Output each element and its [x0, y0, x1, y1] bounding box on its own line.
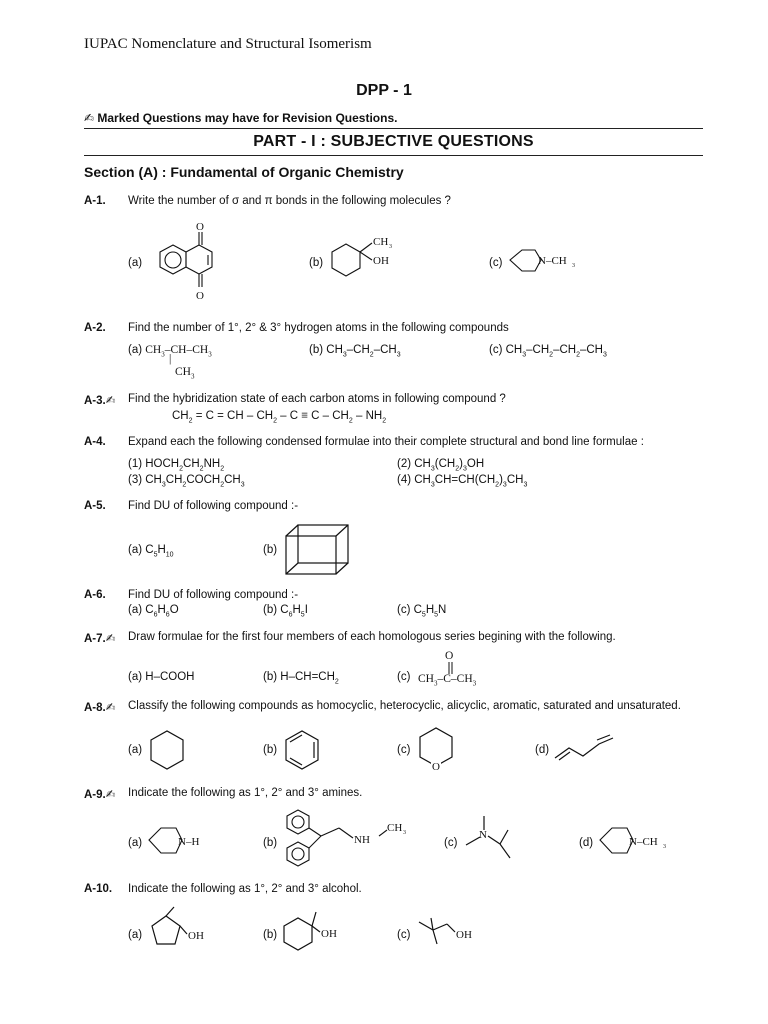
question-number: A-3.✍: [84, 395, 116, 407]
svg-text:O: O: [432, 761, 440, 773]
option-a6-a: (a) $C_6H_6O$: [128, 604, 179, 619]
option-label: (c): [489, 257, 503, 269]
svg-text:3: 3: [663, 844, 666, 850]
methylcyclohexanol-structure: [326, 232, 416, 292]
svg-text:N–CH: N–CH: [629, 836, 658, 848]
pen-hand-icon: ✍: [105, 702, 116, 714]
option-a2-c: (c) $CH_3-CH_2-CH_2-CH_3$: [489, 344, 607, 359]
svg-text:OH: OH: [321, 928, 337, 940]
question-number: A-10.: [84, 883, 113, 895]
svg-text:OH: OH: [188, 930, 204, 942]
section-title: Section (A) : Fundamental of Organic Chemistry: [84, 164, 404, 180]
svg-text:3: 3: [389, 244, 392, 250]
revision-note: ✍ Marked Questions may have for Revision Questions.: [84, 111, 398, 125]
question-text: Expand each the following condensed formulae into their complete structural and bond line formulae :: [128, 436, 644, 448]
question-number: A-2.: [84, 322, 106, 334]
formula-4: (4) $CH_3CH=CH(CH_2)_3CH_3$: [397, 474, 528, 489]
option-a7-b: (b) $H-CH=CH_2$: [263, 671, 339, 686]
question-text: Find the hybridization state of each carbon atoms in following compound ?: [128, 393, 506, 405]
svg-text:3: 3: [403, 830, 406, 836]
methylcyclopentanol-structure: [144, 904, 224, 954]
svg-text:N–CH: N–CH: [538, 255, 567, 267]
svg-text:3: 3: [572, 263, 575, 269]
tetrahydropyran-structure: [415, 726, 461, 774]
option-label: (b): [263, 929, 278, 941]
question-number: A-5.: [84, 500, 106, 512]
option-label: (d): [535, 744, 550, 756]
option-label: (b): [309, 257, 324, 269]
option-label: (a): [128, 929, 143, 941]
cubane-structure: [283, 522, 353, 577]
butadiene-structure: [553, 736, 617, 762]
svg-text:OH: OH: [456, 929, 472, 941]
formula-2: (2) $CH_3(CH_2)_3OH$: [397, 458, 485, 473]
pen-hand-icon: ✍: [105, 395, 116, 407]
svg-text:O: O: [196, 290, 204, 302]
svg-text:N–H: N–H: [178, 836, 200, 848]
pen-hand-icon: ✍: [84, 111, 98, 125]
question-text: Draw formulae for the first four members of each homologous series begining with the following.: [128, 631, 616, 643]
question-text: Indicate the following as 1°, 2° and 3° alcohol.: [128, 883, 362, 895]
question-text: Find DU of following compound :-: [128, 589, 299, 601]
option-label: (a): [128, 744, 143, 756]
svg-text:CH: CH: [387, 822, 403, 834]
option-label: (b): [263, 837, 278, 849]
benzene-structure: [281, 728, 327, 774]
cyclohexane-structure: [146, 728, 192, 774]
option-label: (c): [397, 929, 411, 941]
question-text: Find the number of 1°, 2° & 3° hydrogen atoms in the following compounds: [128, 322, 509, 334]
question-number: A-1.: [84, 195, 106, 207]
question-text: Classify the following compounds as homocyclic, heterocyclic, alicyclic, aromatic, saturated and unsaturated.: [128, 700, 681, 712]
carbonyl-double-bond: [446, 662, 456, 676]
option-label: (c): [397, 744, 411, 756]
option-label: (b): [263, 544, 278, 556]
option-label: (c): [444, 837, 458, 849]
option-a2-b: (b) $CH_3-CH_2-CH_3$: [309, 344, 401, 359]
option-label: (b): [263, 744, 278, 756]
methylpiperidine-structure: [508, 238, 588, 288]
option-a7-a: (a) H–COOH: [128, 671, 195, 683]
question-number: A-6.: [84, 589, 106, 601]
diphenylethylamine-structure: [281, 806, 411, 868]
acetone-formula: $CH_3-C-CH_3$: [418, 673, 477, 688]
pen-hand-icon: ✍: [105, 633, 116, 645]
option-label: (a): [128, 257, 143, 269]
option-label: (a): [128, 837, 143, 849]
question-text: Write the number of σ and π bonds in the following molecules ?: [128, 195, 451, 207]
methylpiperidine-structure: [597, 820, 677, 864]
svg-text:CH: CH: [373, 236, 389, 248]
option-a2-a: (a) $CH_3-CH-CH_3$: [128, 344, 212, 359]
option-label: (c): [397, 671, 411, 683]
question-text: Indicate the following as 1°, 2° and 3° amines.: [128, 787, 363, 799]
carbonyl-oxygen: O: [445, 650, 454, 662]
svg-text:N: N: [479, 829, 487, 841]
branch-methyl: $CH_3$: [175, 366, 195, 381]
rule-top: [84, 128, 703, 129]
question-number: A-7.✍: [84, 633, 116, 645]
piperidine-structure: [146, 820, 216, 864]
svg-text:NH: NH: [354, 834, 370, 846]
page-header: IUPAC Nomenclature and Structural Isomerism: [84, 36, 372, 52]
question-number: A-4.: [84, 436, 106, 448]
methylcyclohexanol-structure: [280, 906, 360, 956]
rule-bottom: [84, 155, 703, 156]
naphthoquinone-structure: [145, 220, 215, 302]
svg-text:OH: OH: [373, 255, 389, 267]
tertiary-amine-structure: [460, 814, 526, 866]
compound-formula: $CH_2 = C$ = CH – $CH_2 - C \equiv C - CH_2 - NH_2$: [172, 410, 387, 425]
branch-bond: |: [169, 353, 172, 365]
formula-1: (1) $HOCH_2CH_2NH_2$: [128, 458, 225, 473]
dpp-title: DPP - 1: [356, 82, 412, 99]
tert-butyl-alcohol-structure: [415, 910, 495, 950]
part-title: PART - I : SUBJECTIVE QUESTIONS: [253, 133, 534, 150]
option-a6-c: (c) $C_5H_5N$: [397, 604, 447, 619]
option-a5-a: (a) $C_5H_{10}$: [128, 544, 174, 559]
option-label: (d): [579, 837, 594, 849]
pen-hand-icon: ✍: [105, 789, 116, 801]
svg-text:O: O: [196, 221, 204, 233]
question-number: A-8.✍: [84, 702, 116, 714]
formula-3: (3) $CH_3CH_2COCH_2CH_3$: [128, 474, 245, 489]
question-text: Find DU of following compound :-: [128, 500, 299, 512]
question-number: A-9.✍: [84, 789, 116, 801]
option-a6-b: (b) $C_6H_5I$: [263, 604, 308, 619]
